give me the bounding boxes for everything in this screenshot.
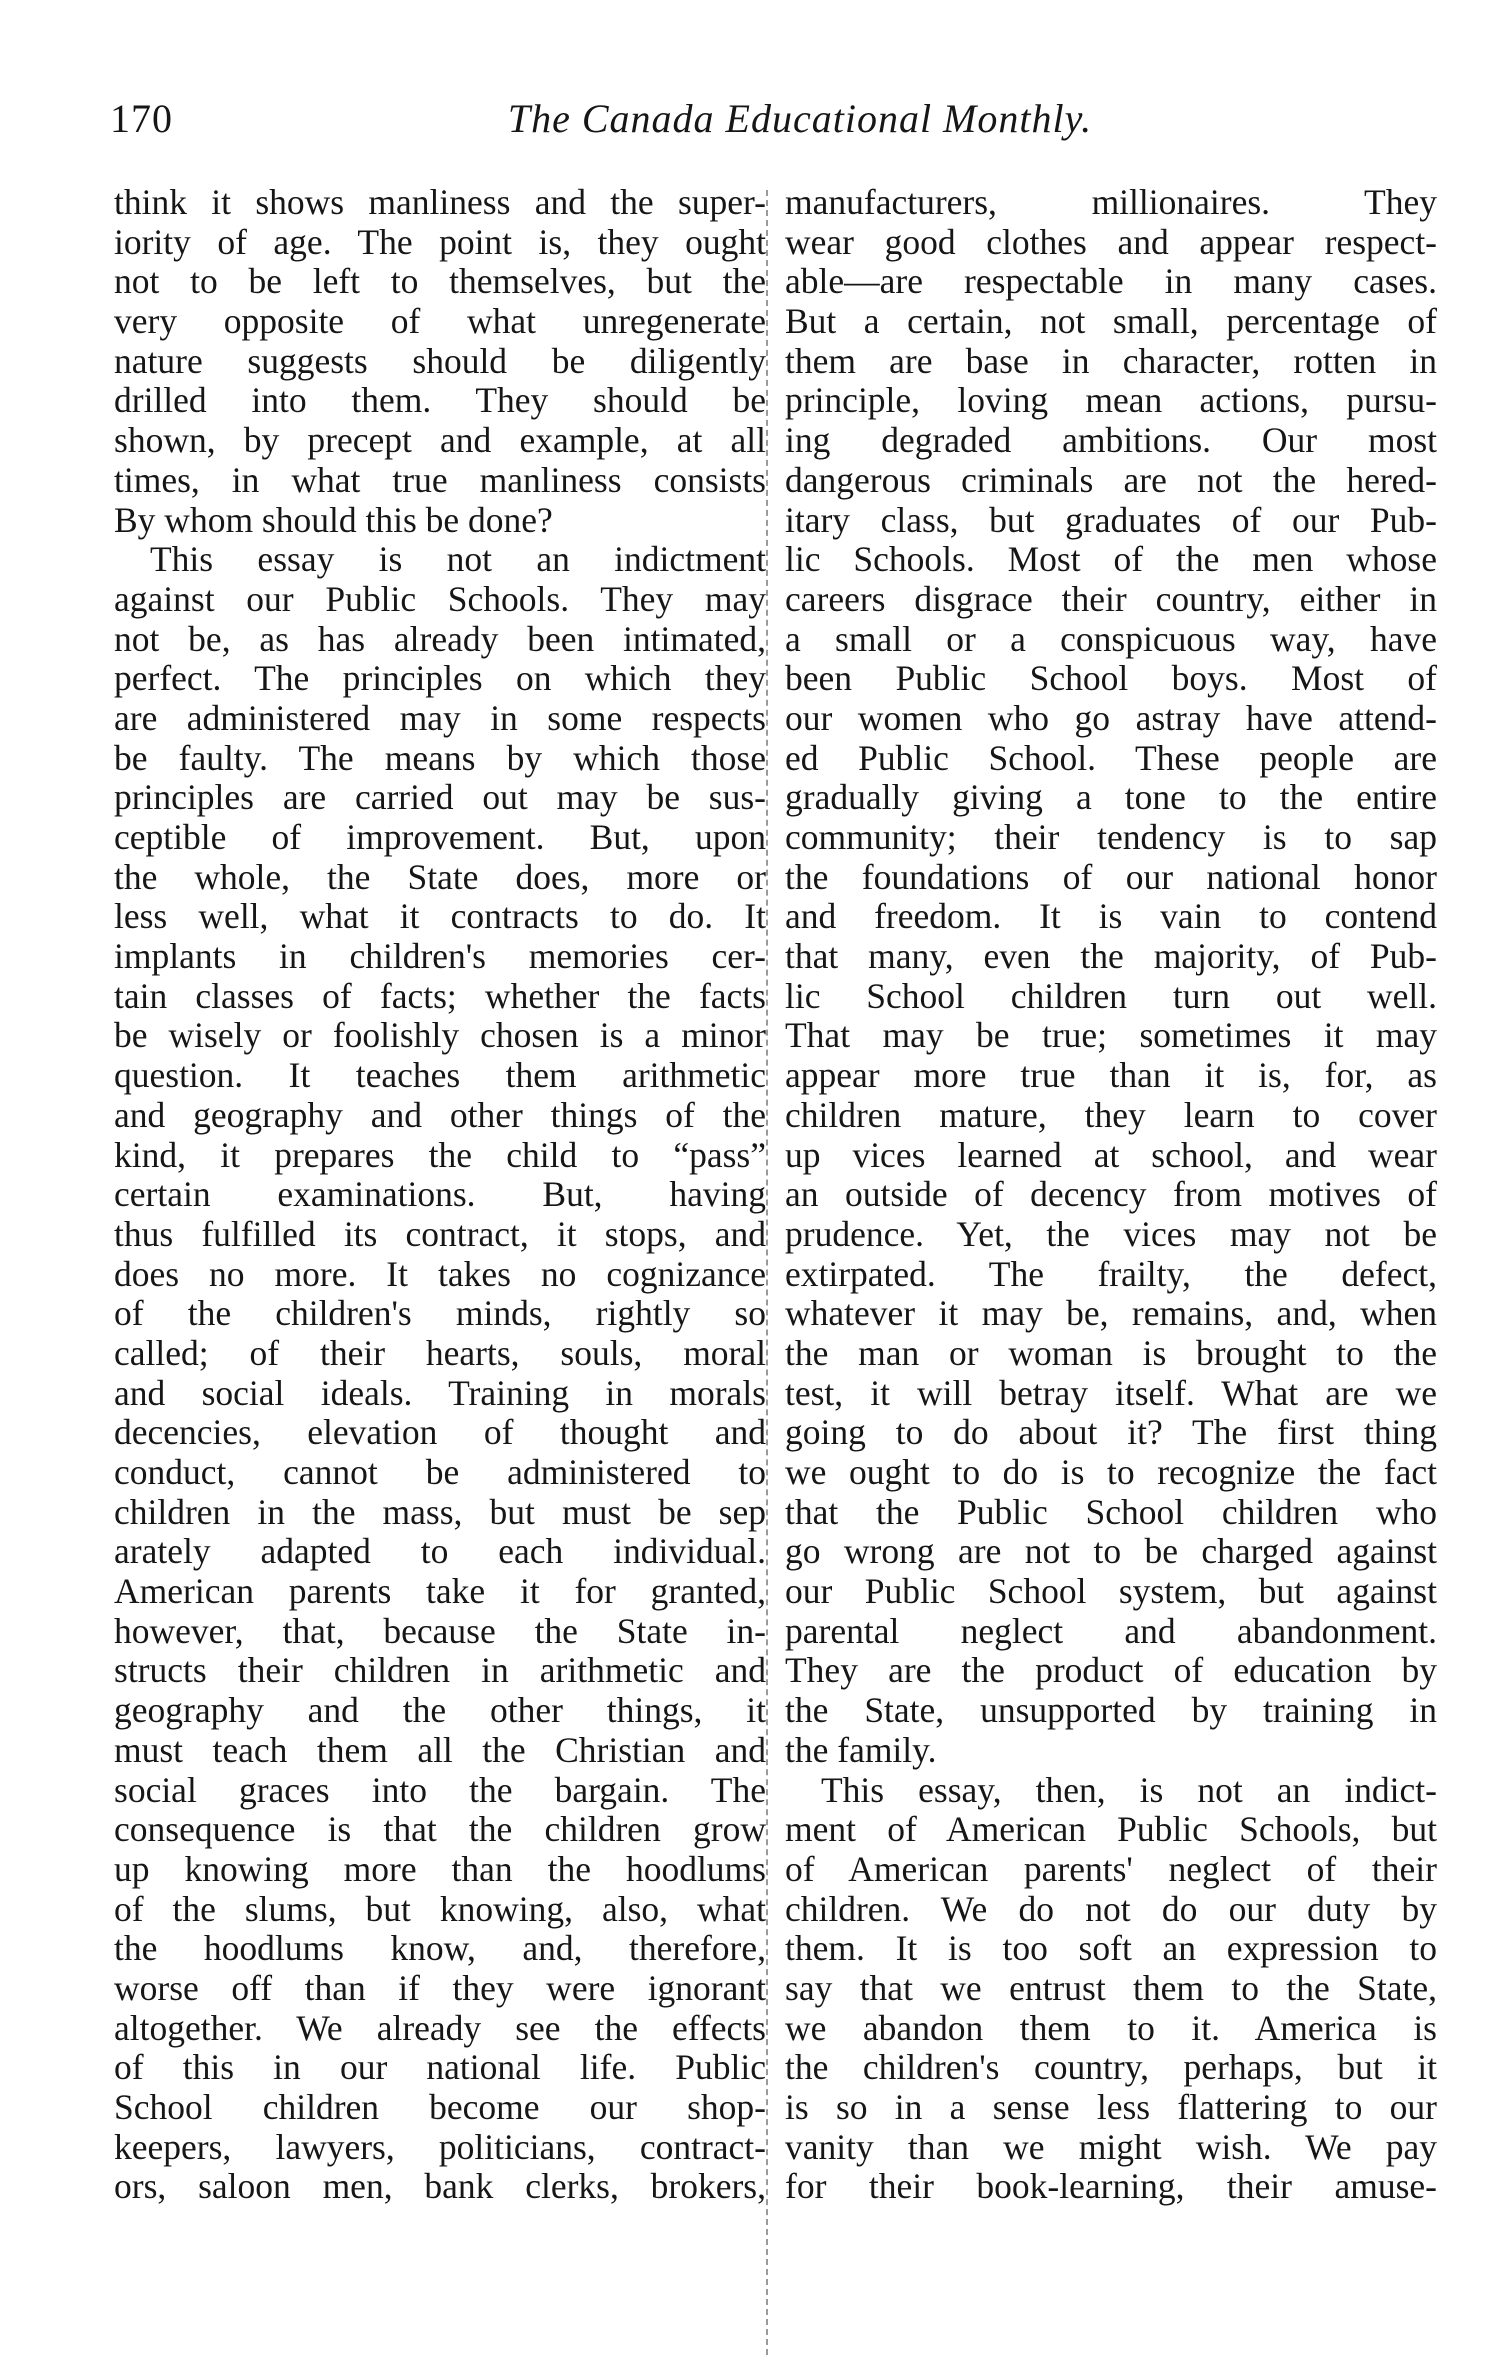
- text-line: manufacturers, millionaires. They: [785, 183, 1437, 222]
- text-line: whatever it may be, remains, and, when: [785, 1294, 1437, 1334]
- text-line: the children's country, perhaps, but it: [785, 2048, 1437, 2088]
- page-number: 170: [110, 96, 173, 141]
- text-line: But a certain, not small, percentage of: [785, 302, 1437, 342]
- text-line: principle, loving mean actions, pursu-: [785, 381, 1437, 421]
- text-line: community; their tendency is to sap: [785, 818, 1437, 857]
- text-line: They are the product of education by: [785, 1651, 1437, 1691]
- text-line: and geography and other things of the: [114, 1095, 766, 1135]
- text-line: them. It is too soft an expression to: [785, 1929, 1437, 1969]
- text-line: and freedom. It is vain to contend: [785, 897, 1437, 937]
- text-line: implants in children's memories cer-: [114, 937, 766, 977]
- text-line: going to do about it? The first thing: [785, 1413, 1437, 1453]
- column-divider: [766, 190, 768, 2355]
- text-line: gradually giving a tone to the entire: [785, 778, 1437, 818]
- text-line: be wisely or foolishly chosen is a minor: [114, 1016, 766, 1056]
- text-line: our women who go astray have attend-: [785, 698, 1437, 738]
- text-line: is so in a sense less flattering to our: [785, 2088, 1437, 2127]
- text-line: arately adapted to each individual.: [114, 1532, 766, 1572]
- text-line: the man or woman is brought to the: [785, 1333, 1437, 1373]
- text-line: This essay, then, is not an indict-: [821, 1770, 1437, 1810]
- text-line: ors, saloon men, bank clerks, brokers,: [114, 2167, 766, 2207]
- text-line: thus fulfilled its contract, it stops, and: [114, 1214, 766, 1254]
- text-line: been Public School boys. Most of: [785, 659, 1437, 699]
- text-line: ing degraded ambitions. Our most: [785, 421, 1437, 461]
- text-line: altogether. We already see the effects: [114, 2008, 766, 2048]
- text-line: principles are carried out may be sus-: [114, 778, 766, 818]
- text-line: ceptible of improvement. But, upon: [114, 818, 766, 857]
- text-line: geography and the other things, it: [114, 1691, 766, 1731]
- text-line: the family.: [785, 1730, 937, 1770]
- text-line: itary class, but graduates of our Pub-: [785, 500, 1437, 540]
- text-line: social graces into the bargain. The: [114, 1770, 766, 1810]
- text-line: appear more true than it is, for, as: [785, 1056, 1437, 1096]
- text-line: keepers, lawyers, politicians, contract-: [114, 2127, 766, 2167]
- text-line: drilled into them. They should be: [114, 381, 766, 421]
- text-line: think it shows manliness and the super-: [114, 183, 766, 222]
- text-line: careers disgrace their country, either in: [785, 579, 1437, 619]
- text-line: the foundations of our national honor: [785, 857, 1437, 897]
- text-line: called; of their hearts, souls, moral: [114, 1333, 766, 1373]
- text-line: them are base in character, rotten in: [785, 341, 1437, 381]
- text-line: tain classes of facts; whether the facts: [114, 976, 766, 1016]
- text-line: of American parents' neglect of their: [785, 1849, 1437, 1889]
- text-line: go wrong are not to be charged against: [785, 1532, 1437, 1572]
- text-line: not be, as has already been intimated,: [114, 619, 766, 659]
- text-line: say that we entrust them to the State,: [785, 1968, 1437, 2008]
- text-line: test, it will betray itself. What are we: [785, 1373, 1437, 1413]
- text-line: of this in our national life. Public: [114, 2048, 766, 2088]
- text-line: question. It teaches them arithmetic: [114, 1056, 766, 1096]
- text-line: up knowing more than the hoodlums: [114, 1849, 766, 1889]
- text-line: decencies, elevation of thought and: [114, 1413, 766, 1453]
- text-line: By whom should this be done?: [114, 500, 553, 540]
- text-line: a small or a conspicuous way, have: [785, 619, 1437, 659]
- text-line: against our Public Schools. They may: [114, 579, 766, 619]
- page-header: [110, 95, 1440, 155]
- text-line: we ought to do is to recognize the fact: [785, 1453, 1437, 1492]
- text-line: structs their children in arithmetic and: [114, 1651, 766, 1691]
- text-line: worse off than if they were ignorant: [114, 1968, 766, 2008]
- text-line: children in the mass, but must be sep: [114, 1492, 766, 1532]
- text-line: not to be left to themselves, but the: [114, 262, 766, 302]
- text-line: our Public School system, but against: [785, 1572, 1437, 1612]
- text-line: the State, unsupported by training in: [785, 1691, 1437, 1731]
- text-line: are administered may in some respects: [114, 698, 766, 738]
- running-head: The Canada Educational Monthly.: [507, 96, 1093, 141]
- text-line: consequence is that the children grow: [114, 1810, 766, 1850]
- text-line: of the slums, but knowing, also, what: [114, 1889, 766, 1929]
- text-line: that many, even the majority, of Pub-: [785, 937, 1437, 977]
- text-line: up vices learned at school, and wear: [785, 1135, 1437, 1175]
- text-line: School children become our shop-: [114, 2088, 766, 2127]
- text-line: vanity than we might wish. We pay: [785, 2127, 1437, 2167]
- text-line: be faulty. The means by which those: [114, 738, 766, 778]
- text-line: for their book-learning, their amuse-: [785, 2167, 1437, 2207]
- text-line: less well, what it contracts to do. It: [114, 897, 766, 937]
- text-line: This essay is not an indictment: [150, 540, 766, 580]
- text-line: American parents take it for granted,: [114, 1572, 766, 1612]
- text-line: children mature, they learn to cover: [785, 1095, 1437, 1135]
- text-line: we abandon them to it. America is: [785, 2008, 1437, 2048]
- text-line: times, in what true manliness consists: [114, 460, 766, 500]
- text-line: wear good clothes and appear respect-: [785, 222, 1437, 262]
- text-line: does no more. It takes no cognizance: [114, 1254, 766, 1294]
- text-line: the hoodlums know, and, therefore,: [114, 1929, 766, 1969]
- text-line: able—are respectable in many cases.: [785, 262, 1437, 302]
- text-line: and social ideals. Training in morals: [114, 1373, 766, 1413]
- text-line: very opposite of what unregenerate: [114, 302, 766, 342]
- text-line: of the children's minds, rightly so: [114, 1294, 766, 1334]
- text-line: extirpated. The frailty, the defect,: [785, 1254, 1437, 1294]
- text-line: kind, it prepares the child to “pass”: [114, 1135, 766, 1175]
- text-line: shown, by precept and example, at all: [114, 421, 766, 461]
- text-line: That may be true; sometimes it may: [785, 1016, 1437, 1056]
- left-column: [114, 183, 766, 2207]
- text-line: ed Public School. These people are: [785, 738, 1437, 778]
- text-line: that the Public School children who: [785, 1492, 1437, 1532]
- text-line: lic School children turn out well.: [785, 976, 1437, 1016]
- text-line: parental neglect and abandonment.: [785, 1611, 1437, 1651]
- text-line: perfect. The principles on which they: [114, 659, 766, 699]
- text-line: however, that, because the State in-: [114, 1611, 766, 1651]
- text-line: iority of age. The point is, they ought: [114, 222, 766, 262]
- text-line: prudence. Yet, the vices may not be: [785, 1214, 1437, 1254]
- text-line: must teach them all the Christian and: [114, 1730, 766, 1770]
- text-line: ment of American Public Schools, but: [785, 1810, 1437, 1850]
- right-column: [785, 183, 1437, 2207]
- text-line: an outside of decency from motives of: [785, 1175, 1437, 1215]
- text-line: children. We do not do our duty by: [785, 1889, 1437, 1929]
- text-line: nature suggests should be diligently: [114, 341, 766, 381]
- text-line: the whole, the State does, more or: [114, 857, 766, 897]
- text-line: conduct, cannot be administered to: [114, 1453, 766, 1492]
- text-line: lic Schools. Most of the men whose: [785, 540, 1437, 580]
- text-line: dangerous criminals are not the hered-: [785, 460, 1437, 500]
- text-line: certain examinations. But, having: [114, 1175, 766, 1215]
